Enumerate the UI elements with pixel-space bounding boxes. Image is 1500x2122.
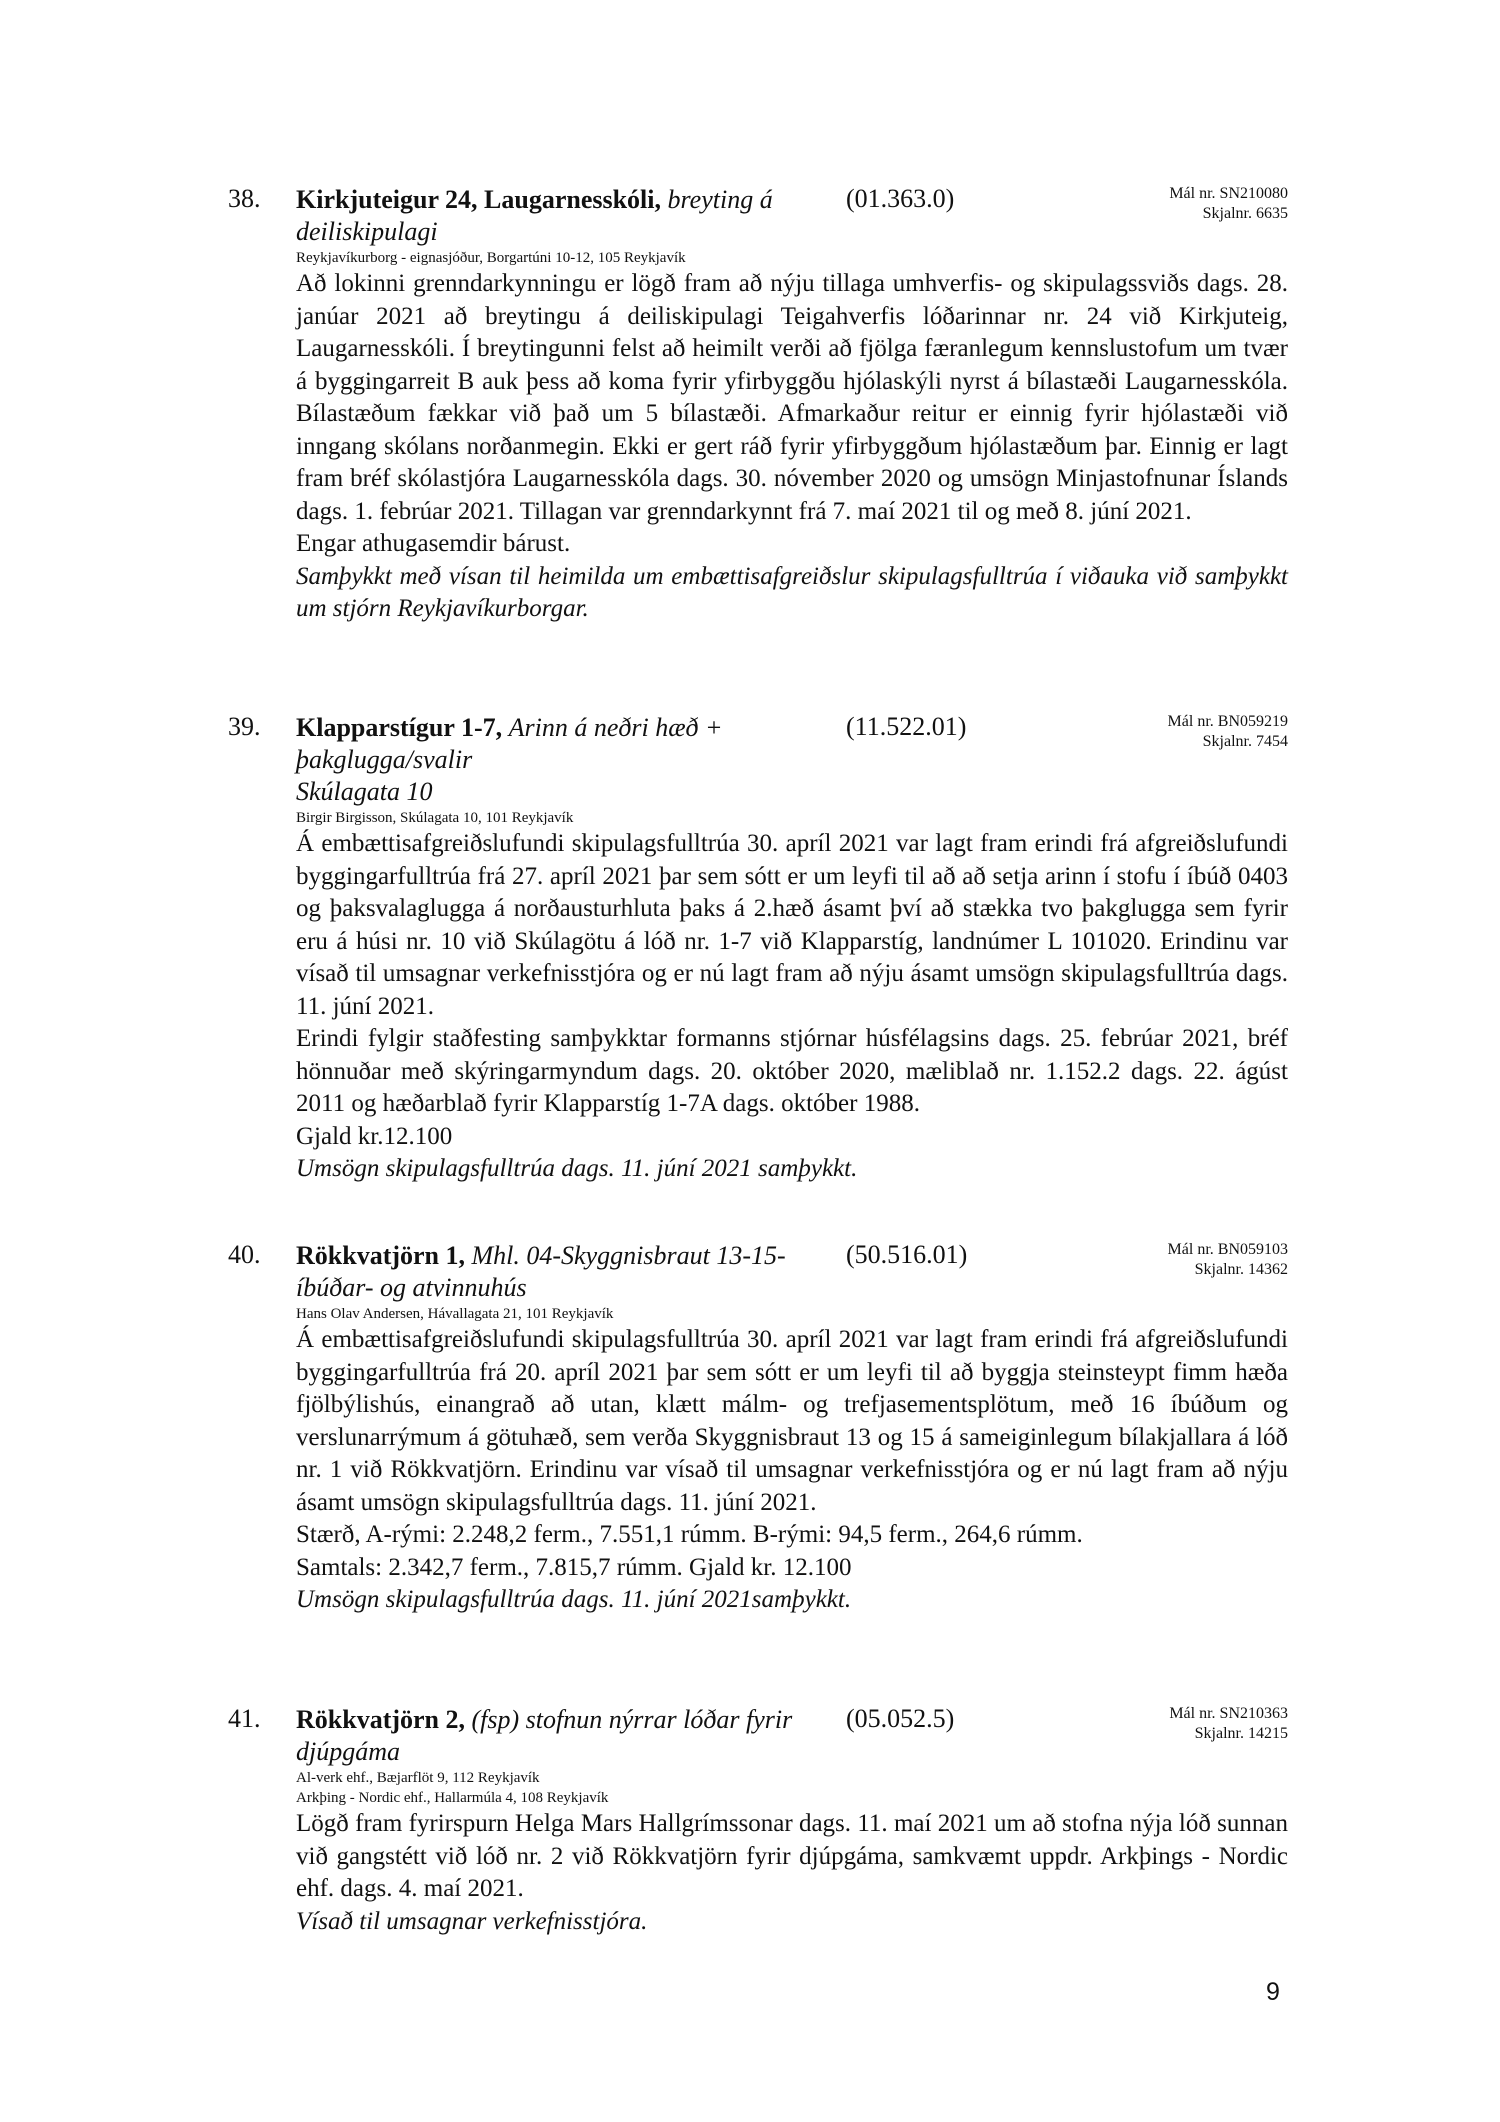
- item-title: [296, 1240, 846, 1304]
- agenda-item-38: [228, 184, 1288, 664]
- item-number: 40.: [228, 1240, 261, 1269]
- paragraph: Engar athugasemdir bárust.: [296, 530, 571, 557]
- applicant: Reykjavíkurborg - eignasjóður, Borgartúni 10-12, 105 Reykjavík: [296, 250, 686, 266]
- item-body: [296, 808, 1288, 1186]
- applicant: Birgir Birgisson, Skúlagata 10, 101 Reykjavík: [296, 810, 574, 826]
- agenda-item-39: [228, 712, 1288, 1192]
- mal-nr: Mál nr. BN059103: [1167, 1241, 1288, 1258]
- item-title: [296, 712, 846, 808]
- land-number: (01.363.0): [846, 184, 955, 213]
- item-subject: Arinn á neðri hæð + þakglugga/svalir: [296, 713, 723, 774]
- paragraph: Að lokinni grenndarkynningu er lögð fram að nýju tillaga umhverfis- og skipulagssviðs dags. 28. janúar 2021 að breytingu á deiliskipulagi Teigahverfis lóðarinnar nr. 24 við Kirkjuteig, Laugarnesskóli. Í breytingunni felst að heimilt verði að fjölga færanlegum kennslustofum um tvær á byggingarreit B auk þess að koma fyrir yfirbyggðu hjólaskýli nyrst á bílastæði Laugarnesskóla. Bílastæðum fækkar við það um 5 bílastæði. Afmarkaður reitur er einnig fyrir hjólastæði við inngang skólans norðanmegin. Ekki er gert ráð fyrir yfirbyggðum hjólastæðum þar. Einnig er lagt fram bréf skólastjóra Laugarnesskóla dags. 30. nóvember 2020 og umsögn Minjastofnunar Íslands dags. 1. febrúar 2021. Tillagan var grenndarkynnt frá 7. maí 2021 til og með 8. júní 2021.: [296, 270, 1288, 525]
- decision: Umsögn skipulagsfulltrúa dags. 11. júní 2021samþykkt.: [296, 1586, 852, 1613]
- paragraph: Erindi fylgir staðfesting samþykktar formanns stjórnar húsfélagsins dags. 25. febrúar 2021, bréf hönnuðar með skýringarmyndum dags. 20. október 2020, mæliblað nr. 1.152.2 dags. 22. ágúst 2011 og hæðarblað fyrir Klapparstíg 1-7A dags. október 1988.: [296, 1025, 1288, 1117]
- applicant: Hans Olav Andersen, Hávallagata 21, 101 Reykjavík: [296, 1306, 614, 1322]
- item-body: [296, 248, 1288, 626]
- decision: Vísað til umsagnar verkefnisstjóra.: [296, 1907, 648, 1935]
- paragraph: Lögð fram fyrirspurn Helga Mars Hallgrímssonar dags. 11. maí 2021 um að stofna nýja lóð sunnan við gangstétt við lóð nr. 2 við Rökkvatjörn fyrir djúpgáma, samkvæmt uppdr. Arkþings - Nordic ehf. dags. 4. maí 2021.: [296, 1810, 1288, 1902]
- applicant: Arkþing - Nordic ehf., Hallarmúla 4, 108 Reykjavík: [296, 1790, 609, 1806]
- item-address: Rökkvatjörn 1,: [296, 1241, 466, 1270]
- paragraph: Á embættisafgreiðslufundi skipulagsfulltrúa 30. apríl 2021 var lagt fram erindi frá afgreiðslufundi byggingarfulltrúa frá 20. apríl 2021 þar sem sótt er um leyfi til að byggja steinsteypt fimm hæða fjölbýlishús, einangrað að utan, klætt málm- og trefjasementsplötum, með 16 íbúðum og verslunarrýmum á götuhæð, sem verða Skyggnisbraut 13 og 15 á sameiginlegum bílakjallara á lóð nr. 1 við Rökkvatjörn. Erindinu var vísað til umsagnar verkefnisstjóra og er nú lagt fram að nýju ásamt umsögn skipulagsfulltrúa dags. 11. júní 2021.: [296, 1326, 1288, 1516]
- item-body: [296, 1304, 1288, 1617]
- land-number: (50.516.01): [846, 1240, 968, 1269]
- agenda-item-40: [228, 1240, 1288, 1670]
- item-address: Klapparstígur 1-7,: [296, 713, 503, 742]
- decision: Umsögn skipulagsfulltrúa dags. 11. júní 2021 samþykkt.: [296, 1155, 858, 1182]
- item-subject: Mhl. 04-Skyggnisbraut 13-15-íbúðar- og atvinnuhús: [296, 1241, 786, 1302]
- case-refs: [1168, 1240, 1288, 1280]
- paragraph: Samtals: 2.342,7 ferm., 7.815,7 rúmm. Gjald kr. 12.100: [296, 1553, 852, 1581]
- land-number: (05.052.5): [846, 1704, 955, 1733]
- item-number: 39.: [228, 712, 261, 741]
- case-refs: [1169, 184, 1288, 224]
- paragraph: Á embættisafgreiðslufundi skipulagsfulltrúa 30. apríl 2021 var lagt fram erindi frá afgreiðslufundi byggingarfulltrúa frá 27. apríl 2021 þar sem sótt er um leyfi til að að setja arinn í stofu í íbúð 0403 og þaksvalaglugga á norðausturhluta þaks á 2.hæð ásamt því að stækka tvo þakglugga sem fyrir eru á húsi nr. 10 við Skúlagötu á lóð nr. 1-7 við Klapparstíg, landnúmer L 101020. Erindinu var vísað til umsagnar verkefnisstjóra og er nú lagt fram að nýju ásamt umsögn skipulagsfulltrúa dags. 11. júní 2021.: [296, 830, 1288, 1020]
- item-title: [296, 184, 846, 248]
- item-address: Kirkjuteigur 24, Laugarnesskóli,: [296, 185, 662, 214]
- item-number: 38.: [228, 184, 261, 213]
- paragraph: Gjald kr.12.100: [296, 1122, 453, 1150]
- agenda-item-41: [228, 1704, 1288, 1964]
- mal-nr: Mál nr. SN210363: [1169, 1705, 1288, 1722]
- skjal-nr: Skjalnr. 14362: [1194, 1261, 1288, 1278]
- item-address: Rökkvatjörn 2,: [296, 1705, 466, 1734]
- item-subject-extra: Skúlagata 10: [296, 777, 433, 806]
- skjal-nr: Skjalnr. 7454: [1202, 733, 1288, 750]
- paragraph: Stærð, A-rými: 2.248,2 ferm., 7.551,1 rúmm. B-rými: 94,5 ferm., 264,6 rúmm.: [296, 1521, 1083, 1548]
- skjal-nr: Skjalnr. 14215: [1194, 1725, 1288, 1742]
- item-subject: (fsp) stofnun nýrrar lóðar fyrir djúpgáma: [296, 1705, 793, 1766]
- decision: Samþykkt með vísan til heimilda um embættisafgreiðslur skipulagsfulltrúa í viðauka við samþykkt um stjórn Reykjavíkurborgar.: [296, 562, 1288, 622]
- item-number: 41.: [228, 1704, 261, 1733]
- land-number: (11.522.01): [846, 712, 967, 741]
- case-refs: [1168, 712, 1288, 752]
- skjal-nr: Skjalnr. 6635: [1202, 205, 1288, 222]
- item-title: [296, 1704, 846, 1768]
- mal-nr: Mál nr. SN210080: [1169, 185, 1288, 202]
- case-refs: [1169, 1704, 1288, 1744]
- item-body: [296, 1768, 1288, 1938]
- applicant: Al-verk ehf., Bæjarflöt 9, 112 Reykjavík: [296, 1770, 540, 1786]
- item-subject: breyting á deiliskipulagi: [296, 185, 773, 246]
- mal-nr: Mál nr. BN059219: [1167, 713, 1288, 730]
- page-number: 9: [1266, 1978, 1280, 2006]
